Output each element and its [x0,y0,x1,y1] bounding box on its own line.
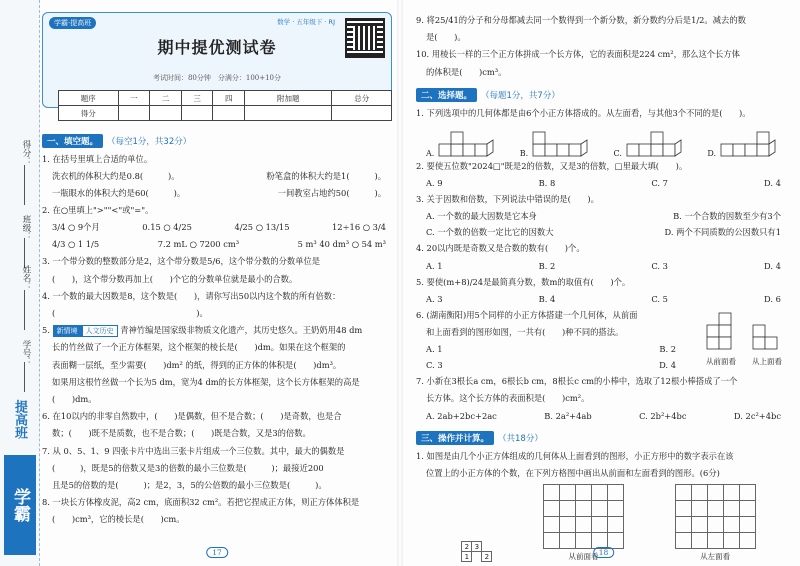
question-2: 2. 在○里填上">""<"或"="。 [42,205,154,216]
grid-cell[interactable] [723,501,739,517]
section-note: （共18分） [498,433,543,444]
grid-cell[interactable] [591,517,607,533]
question-4: 4. 一个数的最大因数是8，这个数是( )，请你写出50以内这个数的所有倍数： [42,290,341,301]
answer-line[interactable]: 一间教室占地约50( )。 [277,188,386,199]
grid-cell[interactable] [607,517,623,533]
question-5-cont[interactable]: 表面糊一层纸，至少需要( )dm² 的纸，得到的正方体的体积是( )dm³。 [52,359,342,370]
score-table-row [59,106,392,121]
id-line [24,362,25,392]
question-5-cont[interactable]: 长的竹丝做了一个正方体框架，这个框架的棱长是( )dm。如果在这个框架的 [52,342,346,353]
option-item[interactable]: C. 3 [426,360,443,371]
front-view-icon [703,311,739,351]
name-line [24,290,25,330]
option-item[interactable]: A. 1 [426,260,443,271]
name-label: 姓名： [21,265,31,291]
option-d[interactable] [707,126,777,158]
section-heading [416,431,791,445]
question-1-row [42,185,392,202]
answer-line[interactable]: 粉笔盒的体积大约是1( )。 [266,171,386,182]
choice-options [416,175,791,191]
cube-figure-icon [625,130,683,158]
section-badge: 一、填空题。 [42,134,103,148]
table-cell: 一 [118,91,150,106]
top-view-grid [461,541,492,562]
table-cell: 附加题 [245,91,332,106]
operation-1-cont: 位置上的小正方体的个数，在下列方格图中画出从前面和左面看到的图形。(6分) [426,467,720,478]
section-badge: 二、选择题。 [416,88,477,102]
compare-item[interactable]: 4/3 ○ 1 1/5 [52,239,100,250]
brand-tag: 提高班 [12,400,27,439]
choice-options [416,357,686,373]
page-number: 18 [593,547,615,558]
compare-row [42,219,392,236]
grid-cell[interactable] [543,485,559,501]
table-cell: 三 [181,91,213,106]
question-10: 10. 用棱长一样的三个正方体拼成一个长方体，它的表面积是224 cm²，那么这个长方体 [416,49,740,60]
section-note: （每空1分，共32分） [107,137,192,147]
option-item[interactable]: D. 2c²+4bc [733,410,781,421]
question-6-cont[interactable]: 数；( )既不是质数，也不是合数；( )既是合数，又是3的倍数。 [52,428,311,439]
question-3-cont[interactable]: ( )，这个带分数再加上( )个它的分数单位就是最小的合数。 [52,273,298,284]
table-cell: 得分 [59,106,119,121]
grid-cell[interactable] [675,533,691,549]
grid-cell[interactable] [723,533,739,549]
option-a[interactable] [426,126,495,158]
view-figures [703,311,785,367]
choice-3: 3. 关于因数和倍数，下列说法中错误的是( )。 [416,194,599,205]
grid-number: 2 [482,552,492,562]
question-8-cont[interactable]: ( )cm³，它的棱长是( )cm。 [52,514,185,525]
score-input-cell[interactable] [150,106,182,121]
choice-7-cont: 长方体。这个长方体的表面积是( )cm²。 [426,393,590,404]
front-view [703,311,739,367]
class-label: 班级： [21,215,31,241]
grid-cell[interactable] [543,517,559,533]
grid-number: 1 [462,552,472,562]
compare-row [42,236,392,253]
option-item[interactable]: B. 4 [538,293,556,304]
question-7: 7. 从 0、5、1、9 四张卡片中选出三张卡片组成一个三位数。其中，最大的偶数是 [42,445,345,456]
compare-item[interactable]: 12÷16 ○ 3/4 [332,222,386,233]
option-item[interactable]: A. 一个数的最大因数是它本身 [426,211,537,222]
grid-cell[interactable] [707,533,723,549]
option-item[interactable]: D. 4 [764,178,781,189]
choice-6: 6. (湖南衡阳)用5个同样的小正方体搭建一个几何体，从前面 [416,309,638,320]
exam-title: 期中提优测试卷 [157,38,277,57]
question-text: 青神竹编是国家级非物质文化遗产，其历史悠久。王奶奶用48 dm [120,325,363,336]
section-badge: 三、操作并计算。 [416,431,494,445]
question-8: 8. 一块长方体橡皮泥，高2 cm，底面积32 cm²。若把它捏成正方体，则正方体体积是 [42,497,360,508]
option-item[interactable]: D. 6 [764,293,781,304]
grid-cell[interactable] [691,485,707,501]
right-page [416,12,791,560]
question-5-cont: 如果用这根竹丝做一个长为5 dm，宽为4 dm的长方体框架，这个长方体框架的高是 [52,376,360,387]
question-9: 9. 将25/41的分子和分母都减去同一个数得到一个新分数，新分数约分后是1/2。减去的数 [416,15,746,25]
cube-figure-icon [719,130,777,158]
grid-cell[interactable] [559,501,575,517]
grid-cell[interactable] [723,517,739,533]
choice-options [416,258,791,274]
option-item[interactable]: B. 8 [538,178,556,189]
class-line [24,238,25,268]
grid-cell[interactable] [607,485,623,501]
score-input-cell[interactable] [181,106,213,121]
choice-6-block [416,307,791,373]
score-input-cell[interactable] [332,106,392,121]
grid-cell[interactable] [559,517,575,533]
score-table-header [59,91,392,106]
table-cell: 题序 [59,91,119,106]
option-item[interactable]: C. 2b²+4bc [639,410,687,421]
choice-4: 4. 20以内既是奇数又是合数的数有( )个。 [416,243,585,254]
choice-options [416,291,791,307]
left-page [42,12,392,560]
section-heading [42,134,392,148]
compare-item[interactable]: 7.2 mL ○ 7200 cm³ [157,239,240,250]
question-5-cont[interactable]: ( )dm。 [52,394,97,405]
grid-cell[interactable] [739,517,755,533]
grid-cell[interactable] [675,485,691,501]
option-label: A. [426,149,435,159]
score-line [24,165,25,205]
option-c[interactable] [614,126,683,158]
grid-cell[interactable] [707,517,723,533]
option-item[interactable]: A. 2ab+2bc+2ac [426,410,497,421]
binding-margin [0,0,40,566]
operation-1: 1. 如图是由几个小正方体组成的几何体从上面看到的图形，小正方形中的数字表示在该 [416,450,734,461]
question-3: 3. 一个带分数的整数部分是2，这个带分数是5/6，这个带分数的分数单位是 [42,256,321,267]
option-item[interactable]: B. 2 [659,344,676,355]
option-item[interactable]: A. 1 [426,344,443,355]
question-1-row [42,168,392,185]
grid-cell[interactable] [543,501,559,517]
grid-cell[interactable] [739,501,755,517]
cube-options [416,122,791,158]
grid-cell[interactable] [575,533,591,549]
cube-figure-icon [437,130,495,158]
option-item[interactable]: B. 2a²+4ab [544,410,592,421]
choice-1: 1. 下列选项中的几何体都是由6个小正方体搭成的。从左面看，与其他3个不同的是( )。 [416,107,751,118]
compare-item[interactable]: 5 m³ 40 dm³ ○ 54 m³ [297,239,386,250]
score-input-cell[interactable] [245,106,332,121]
grid-cell[interactable] [675,501,691,517]
grid-cell[interactable] [691,517,707,533]
option-label: D. [707,149,716,159]
grid-cell[interactable] [739,485,755,501]
question-7-cont[interactable]: ( )，既是5的倍数又是3的倍数的最小三位数是( )；最接近200 [52,462,324,473]
subject-label: 数学 · 五年级下 · RJ [277,18,335,26]
top-view [749,311,785,367]
option-label: B. [519,149,529,159]
option-item[interactable]: C. 5 [651,293,668,304]
grid-cell[interactable] [607,501,623,517]
grid-cell[interactable] [707,501,723,517]
score-input-cell[interactable] [118,106,150,121]
section-heading [416,88,791,102]
id-label: 学号： [21,340,31,366]
question-5: 5. 新情境 人文历史 青神竹编是国家级非物质文化遗产，其历史悠久。王奶奶用48 dm [42,325,363,336]
top-view-icon [749,311,785,351]
front-drawing-grid[interactable] [543,484,624,549]
score-label: 得分： [21,140,31,166]
grid-cell[interactable] [739,533,755,549]
grid-cell[interactable] [559,533,575,549]
question-7-cont[interactable]: 且是5的倍数的是( )；是2，3，5的公倍数的最小三位数是( )。 [52,480,327,491]
culture-tag: 人文历史 [82,325,118,337]
compare-item[interactable]: 4/25 ○ 13/15 [234,222,290,233]
option-item[interactable]: C. 7 [651,178,668,189]
grid-cell[interactable] [575,485,591,501]
answer-line[interactable]: 一瓶眼水的体积大约是60( )。 [52,188,186,199]
table-cell: 总分 [332,91,392,106]
context-tag: 新情境 [53,325,82,337]
grid-cell[interactable] [707,485,723,501]
option-label: C. [613,149,622,159]
grid-cell[interactable] [591,501,607,517]
view-caption: 从上面看 [752,356,782,366]
choice-6-cont: 和上面看到的图形如图，一共有( )种不同的搭法。 [426,327,624,338]
option-b[interactable] [520,126,589,158]
question-6[interactable]: 6. 在10以内的非零自然数中，( )是偶数，但不是合数；( )是奇数，也是合 [42,411,342,422]
page-fold [397,0,403,566]
answer-line[interactable]: 洗衣机的体积大约是0.8( )。 [52,171,180,182]
option-item[interactable]: D. 4 [659,360,676,371]
grid-cell[interactable] [675,517,691,533]
option-item[interactable]: D. 4 [764,260,781,271]
option-item[interactable]: C. 3 [651,260,668,271]
series-logo: 学霸·提高班 [49,17,96,29]
grid-number: 2 [462,542,472,552]
question-10-cont[interactable]: 的体积是( )cm³。 [426,66,507,77]
option-item[interactable]: A. 9 [426,178,443,189]
question-9-cont[interactable]: 是( )。 [426,32,466,43]
score-table [58,90,392,121]
left-drawing-grid[interactable] [675,484,756,549]
score-input-cell[interactable] [213,106,245,121]
grid-cell[interactable] [575,517,591,533]
grid-caption: 从前面看 [568,552,599,562]
compare-item[interactable]: 0.15 ○ 4/25 [142,222,192,233]
view-caption: 从前面看 [706,356,736,366]
grid-cell[interactable] [543,533,559,549]
option-item[interactable]: A. 3 [426,293,443,304]
choice-2: 2. 要使五位数"2024□"既是2的倍数，又是3的倍数，□里最大填( )。 [416,161,688,172]
option-item[interactable]: B. 2 [538,260,556,271]
brand-logo: 学霸 [4,455,36,555]
section-fill [42,134,392,529]
option-item[interactable]: B. 一个合数的因数至少有3个 [673,211,781,222]
grid-cell[interactable] [575,501,591,517]
left-grid-block [675,484,756,562]
choice-options [416,208,791,224]
grid-caption: 从左面看 [700,552,731,562]
choice-options [416,408,791,424]
choice-options [416,224,791,240]
grid-number: 3 [472,542,482,552]
grid-cell[interactable] [691,533,707,549]
choice-5: 5. 要使(m+8)/24是最简真分数，数m的取值有( )个。 [416,276,631,287]
option-item[interactable]: D. 两个不同质数的公因数只有1 [664,227,781,238]
table-cell: 二 [150,91,182,106]
grid-cell[interactable] [691,501,707,517]
question-4-cont[interactable]: ( )。 [52,308,208,319]
grid-cell[interactable] [723,485,739,501]
section-note: （每题1分，共7分） [481,90,560,101]
grid-cell[interactable] [559,485,575,501]
choice-options [416,341,686,357]
table-cell: 四 [213,91,245,106]
question-1: 1. 在括号里填上合适的单位。 [42,154,153,164]
grid-cell[interactable] [591,485,607,501]
compare-item[interactable]: 3/4 ○ 9个月 [52,222,100,233]
option-item[interactable]: C. 一个数的倍数一定比它的因数大 [426,227,554,238]
choice-7: 7. 小新在3根长a cm，6根长b cm，8根长c cm的小棒中，选取了12根小棒搭成了一个 [416,376,738,387]
exam-meta: 考试时间：80分钟 分满分：100+10分 [152,74,282,82]
page-number: 17 [206,547,228,558]
cube-figure-icon [531,130,589,158]
